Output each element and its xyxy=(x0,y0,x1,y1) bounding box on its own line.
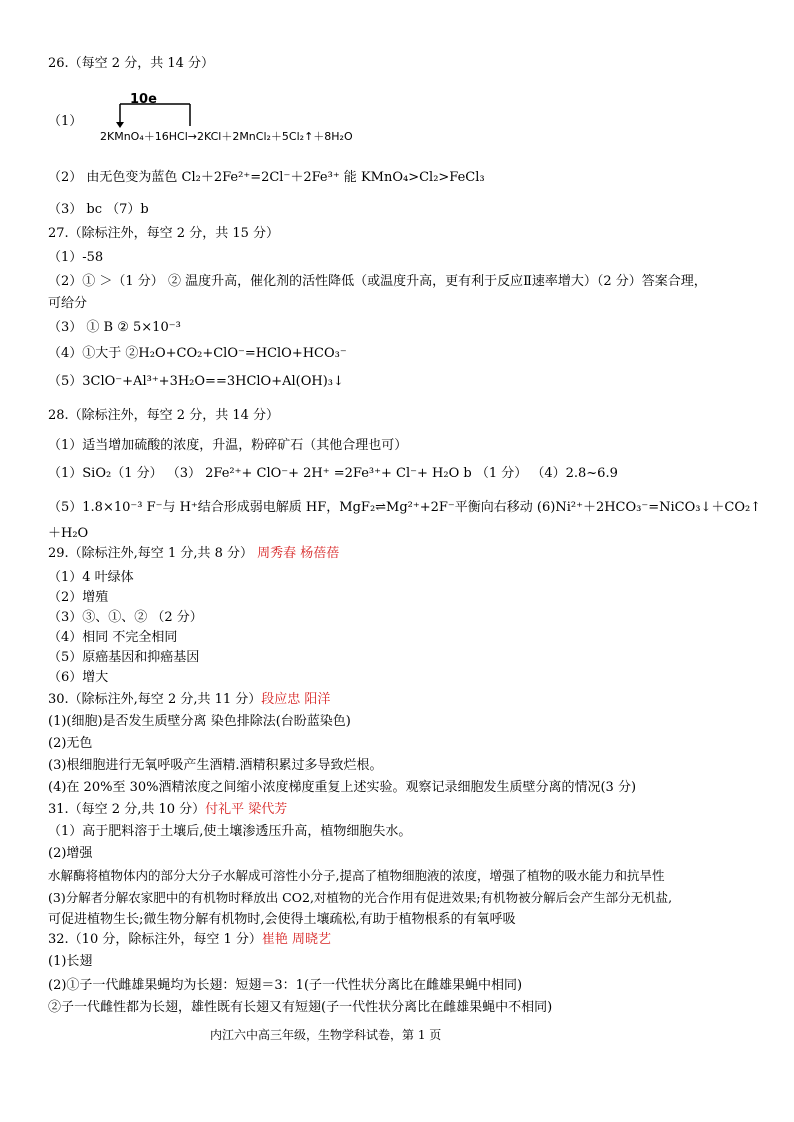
q29-heading xyxy=(48,546,339,562)
electron-count-label: 10e xyxy=(130,92,157,107)
q30-line: (4)在 20%至 30%酒精浓度之间缩小浓度梯度重复上述实验。观察记录细胞发生质壁分离的情况(3 分) xyxy=(48,780,637,795)
q31-line: (3)分解者分解农家肥中的有机物时释放出 CO2,对植物的光合作用有促进效果;有机物被分解后会产生部分无机盐, xyxy=(48,890,673,905)
equation-products: 2KCl＋2MnCl₂＋5Cl₂↑＋8H₂O xyxy=(196,130,353,143)
q28-part5b: ＋H₂O xyxy=(48,526,89,541)
q28-heading: 28.（除标注外，每空 2 分，共 14 分） xyxy=(48,408,280,423)
q29-line: （2）增殖 xyxy=(48,590,109,605)
q31-heading xyxy=(48,802,287,818)
q27-part2a: （2）① ＞（1 分） ② 温度升高，催化剂的活性降低（或温度升高，更有利于反应Ⅱ速率增大）（2 分）答案合理， xyxy=(48,274,707,289)
q26-heading: 26.（每空 2 分，共 14 分） xyxy=(48,56,215,71)
q31-title: 31.（每空 2 分,共 10 分） xyxy=(48,802,206,817)
q31-line: 可促进植物生长;微生物分解有机物时,会使得土壤疏松,有助于植物根系的有氧呼吸 xyxy=(48,912,516,927)
q32-heading xyxy=(48,932,331,948)
q30-teachers: 段应忠 阳洋 xyxy=(261,692,331,707)
q28-part1: （1）适当增加硫酸的浓度，升温，粉碎矿石（其他合理也可） xyxy=(48,438,408,453)
q27-part4: （4）①大于 ②H₂O+CO₂+ClO⁻=HClO+HCO₃⁻ xyxy=(48,346,347,361)
redox-equation xyxy=(100,94,460,154)
q31-line: （1）高于肥料溶于土壤后,使土壤渗透压升高，植物细胞失水。 xyxy=(48,824,412,839)
q29-line: （6）增大 xyxy=(48,670,109,685)
q27-part3: （3） ① B ② 5×10⁻³ xyxy=(48,320,181,335)
q27-heading: 27.（除标注外，每空 2 分，共 15 分） xyxy=(48,226,280,241)
q32-line: (1)长翅 xyxy=(48,954,93,969)
q32-title: 32.（10 分，除标注外，每空 1 分） xyxy=(48,932,262,947)
q29-teachers: 周秀春 杨蓓蓓 xyxy=(257,546,340,561)
q32-line: (2)①子一代雌雄果蝇均为长翅：短翅＝3：1(子一代性状分离比在雌雄果蝇中相同) xyxy=(48,978,523,993)
q30-line: (3)根细胞进行无氧呼吸产生酒精.酒精积累过多导致烂根。 xyxy=(48,758,383,773)
equation-arrow: → xyxy=(187,130,197,143)
q29-line: （3）③、①、② （2 分） xyxy=(48,610,203,625)
q31-line: (2)增强 xyxy=(48,846,93,861)
q32-teachers: 崔艳 周晓艺 xyxy=(261,932,332,947)
q30-heading xyxy=(48,692,330,708)
q30-line: (2)无色 xyxy=(48,736,93,751)
page-footer: 内江六中高三年级，生物学科试卷，第 1 页 xyxy=(210,1028,442,1042)
q31-line: 水解酶将植物体内的部分大分子水解成可溶性小分子,提高了植物细胞液的浓度，增强了植物的吸水能力和抗旱性 xyxy=(48,868,665,883)
q32-line: ②子一代雌性都为长翅，雄性既有长翅又有短翅(子一代性状分离比在雌雄果蝇中不相同) xyxy=(48,1000,553,1015)
q29-title: 29.（除标注外,每空 1 分,共 8 分） xyxy=(48,546,254,561)
q27-part1: （1）-58 xyxy=(48,250,104,265)
q26-part3: （3） bc （7）b xyxy=(48,202,149,217)
q30-title: 30.（除标注外,每空 2 分,共 11 分） xyxy=(48,692,262,707)
q29-line: （1）4 叶绿体 xyxy=(48,570,134,585)
equation-text xyxy=(100,128,353,144)
q31-teachers: 付礼平 梁代芳 xyxy=(205,802,288,817)
q29-line: （5）原癌基因和抑癌基因 xyxy=(48,650,200,665)
equation-reactants: 2KMnO₄＋16HCl xyxy=(100,130,188,143)
q27-part5: （5）3ClO⁻+Al³⁺+3H₂O==3HClO+Al(OH)₃↓ xyxy=(48,374,344,389)
q28-part2: （1）SiO₂（1 分） （3） 2Fe²⁺+ ClO⁻+ 2H⁺ =2Fe³⁺+ Cl⁻+ H₂O b （1 分） （4）2.8~6.9 xyxy=(48,466,618,481)
q27-part2b: 可给分 xyxy=(48,296,88,311)
q28-part5a: （5）1.8×10⁻³ F⁻与 H⁺结合形成弱电解质 HF，MgF₂⇌Mg²⁺+2F⁻平衡向右移动 (6)Ni²⁺＋2HCO₃⁻=NiCO₃↓＋CO₂↑ xyxy=(48,500,762,515)
q26-part2: （2） 由无色变为蓝色 Cl₂＋2Fe²⁺=2Cl⁻＋2Fe³⁺ 能 KMnO₄>Cl₂>FeCl₃ xyxy=(48,170,485,185)
q29-line: （4）相同 不完全相同 xyxy=(48,630,178,645)
q30-line: (1)(细胞)是否发生质壁分离 染色排除法(台盼蓝染色) xyxy=(48,714,351,729)
q26-part1-label: （1） xyxy=(48,114,83,129)
